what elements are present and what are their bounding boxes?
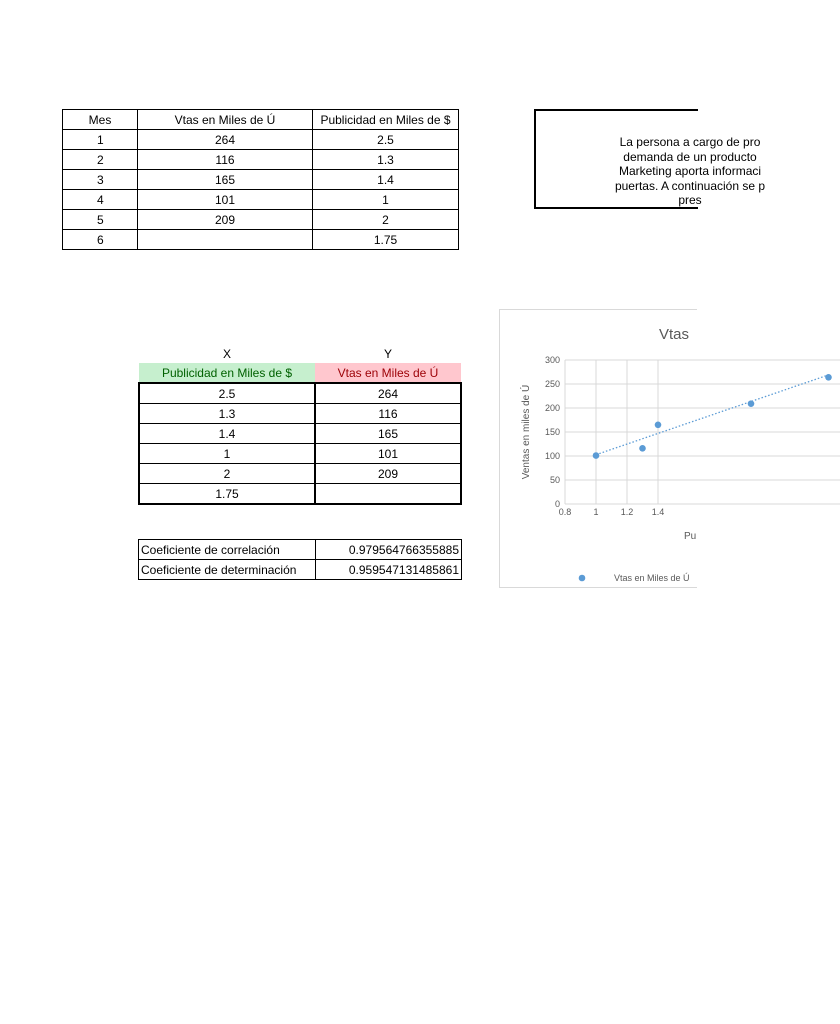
table-row — [139, 464, 461, 484]
chart-title: Vtas — [659, 326, 690, 343]
description-line: puertas. A continuación se p — [614, 178, 766, 193]
x-axis-label: Pu — [684, 531, 697, 542]
description-text — [540, 135, 840, 208]
cell-y[interactable]: 165 — [315, 424, 461, 444]
header-publicidad[interactable]: Publicidad en Miles de $ — [313, 110, 459, 130]
header-publicidad[interactable]: Publicidad en Miles de $ — [139, 363, 315, 383]
y-label[interactable]: Y — [383, 346, 392, 361]
x-tick-label: 1.4 — [651, 507, 665, 517]
table-row — [139, 424, 461, 444]
trendline — [596, 375, 829, 455]
cell-y[interactable] — [315, 484, 461, 505]
header-ventas[interactable]: Vtas en Miles de Ú — [138, 110, 313, 130]
cell-mes[interactable]: 2 — [63, 150, 138, 170]
correlation-value[interactable]: 0.979564766355885 — [316, 540, 462, 560]
x-tick-label: 1.2 — [620, 507, 634, 517]
table-row — [63, 130, 459, 150]
cell-publicidad[interactable]: 1.3 — [313, 150, 459, 170]
cell-y[interactable]: 101 — [315, 444, 461, 464]
y-axis-label: Ventas en miles de Ú — [521, 384, 532, 480]
table-row — [63, 230, 459, 250]
cell-x[interactable]: 1.75 — [139, 484, 315, 505]
determination-value[interactable]: 0.959547131485861 — [316, 560, 462, 580]
xy-table — [138, 344, 462, 505]
x-tick-label: 0.8 — [558, 507, 572, 517]
table-row — [139, 484, 461, 505]
cell-x[interactable]: 1.4 — [139, 424, 315, 444]
header-mes[interactable]: Mes — [63, 110, 138, 130]
description-line: Marketing aporta informaci — [618, 164, 762, 178]
y-tick-label: 50 — [549, 475, 560, 485]
y-tick-label: 100 — [544, 451, 560, 461]
description-line: La persona a cargo de pro — [619, 135, 761, 149]
cell-publicidad[interactable]: 1.4 — [313, 170, 459, 190]
x-tick-label: 1 — [593, 507, 599, 517]
y-tick-label: 250 — [544, 379, 560, 389]
description-line: demanda de un producto — [623, 149, 757, 164]
y-tick-label: 200 — [544, 403, 560, 413]
cell-y[interactable]: 264 — [315, 383, 461, 404]
table-row — [63, 150, 459, 170]
cell-mes[interactable]: 4 — [63, 190, 138, 210]
chart-svg — [500, 310, 697, 587]
y-tick-label: 0 — [554, 499, 560, 509]
cell-ventas[interactable]: 264 — [138, 130, 313, 150]
x-label[interactable]: X — [222, 346, 231, 361]
cell-ventas[interactable]: 101 — [138, 190, 313, 210]
stats-table — [138, 539, 462, 580]
data-point — [639, 445, 646, 452]
data-point — [655, 422, 662, 429]
legend-label: Vtas en Miles de Ú — [614, 573, 690, 583]
table-row — [63, 210, 459, 230]
cell-mes[interactable]: 6 — [63, 230, 138, 250]
table-row — [63, 190, 459, 210]
header-ventas[interactable]: Vtas en Miles de Ú — [315, 363, 461, 383]
cell-y[interactable]: 209 — [315, 464, 461, 484]
cell-publicidad[interactable]: 1.75 — [313, 230, 459, 250]
table-header-row — [139, 363, 461, 383]
table-row — [139, 404, 461, 424]
cell-ventas[interactable]: 116 — [138, 150, 313, 170]
determination-label[interactable]: Coeficiente de determinación — [139, 560, 316, 580]
axis-label-row — [139, 344, 461, 363]
data-point — [825, 374, 832, 381]
stats-row-determination — [139, 560, 462, 580]
cell-ventas[interactable]: 209 — [138, 210, 313, 230]
correlation-label[interactable]: Coeficiente de correlación — [139, 540, 316, 560]
description-line: pres — [678, 193, 702, 207]
cell-mes[interactable]: 1 — [63, 130, 138, 150]
table-header-row — [63, 110, 459, 130]
sales-advertising-table — [62, 109, 459, 250]
stats-row-correlation — [139, 540, 462, 560]
cell-publicidad[interactable]: 1 — [313, 190, 459, 210]
cell-mes[interactable]: 3 — [63, 170, 138, 190]
description-textbox[interactable] — [534, 109, 766, 209]
cell-y[interactable]: 116 — [315, 404, 461, 424]
cell-ventas[interactable] — [138, 230, 313, 250]
cell-x[interactable]: 1 — [139, 444, 315, 464]
table-row — [63, 170, 459, 190]
cell-publicidad[interactable]: 2.5 — [313, 130, 459, 150]
cell-x[interactable]: 1.3 — [139, 404, 315, 424]
table-row — [139, 383, 461, 404]
legend-marker — [579, 575, 586, 582]
cell-ventas[interactable]: 165 — [138, 170, 313, 190]
data-point — [593, 452, 600, 459]
y-tick-label: 150 — [544, 427, 560, 437]
cell-x[interactable]: 2 — [139, 464, 315, 484]
y-tick-label: 300 — [544, 355, 560, 365]
table-row — [139, 444, 461, 464]
cell-mes[interactable]: 5 — [63, 210, 138, 230]
data-point — [748, 400, 755, 407]
cell-x[interactable]: 2.5 — [139, 383, 315, 404]
scatter-chart[interactable] — [499, 309, 697, 588]
cell-publicidad[interactable]: 2 — [313, 210, 459, 230]
